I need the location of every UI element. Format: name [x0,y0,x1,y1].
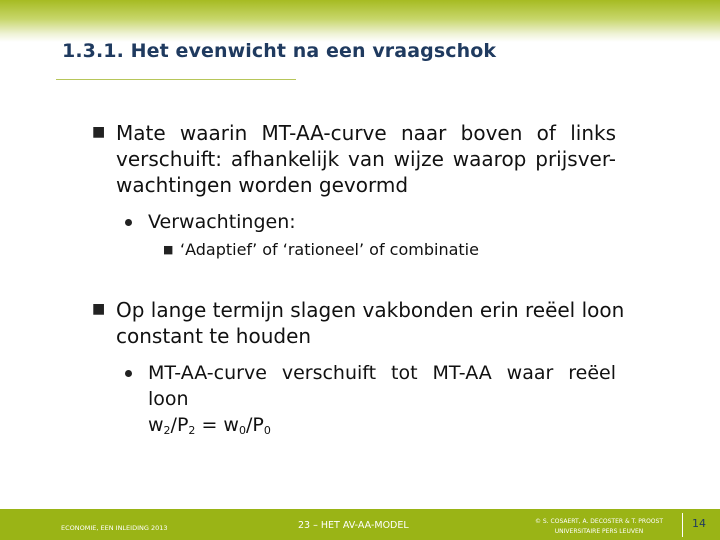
footer-copyright-authors: © S. COSAERT, A. DECOSTER & T. PROOST [535,518,664,525]
bullet-2-sub [148,360,616,438]
footer-chapter: 23 – HET AV-AA-MODEL [298,520,409,531]
bullet-2-line-1: Op lange termijn slagen vakbonden erin reëel loon [116,298,625,322]
slide-title: 1.3.1. Het evenwicht na een vraagschok [62,40,497,62]
bullet-1-line-3: wachtingen worden gevormd [116,173,409,197]
round-bullet-icon [125,219,132,226]
bullet-2-line-2: constant te houden [116,324,312,348]
bullet-2-sub-line-1: MT-AA-curve verschuift tot MT-AA waar reëel loon [148,362,616,410]
page-number: 14 [692,517,706,530]
footer-course: ECONOMIE, EEN INLEIDING 2013 [61,524,168,532]
bullet-1-line-2: verschuift: afhankelijk van wijze waarop prijsver- [116,147,616,171]
wage-equation: $w_2/P_2 = w_0/P_0$ [148,414,271,437]
bullet-1-sub: Verwachtingen: [148,211,296,233]
square-bullet-icon: ■ [92,124,106,140]
bullet-1-subsub: ‘Adaptief’ of ‘rationeel’ of combinatie [180,240,479,259]
bullet-1-line-1: Mate waarin MT-AA-curve naar boven of links [116,121,616,145]
round-bullet-icon [125,370,132,377]
footer-copyright [535,517,663,537]
bullet-1 [116,120,616,198]
square-bullet-icon: ■ [163,243,174,256]
footer-copyright-publisher: UNIVERSITAIRE PERS LEUVEN [554,528,644,535]
square-bullet-icon: ■ [92,301,106,317]
footer-divider [682,513,683,537]
bullet-2 [116,297,636,349]
